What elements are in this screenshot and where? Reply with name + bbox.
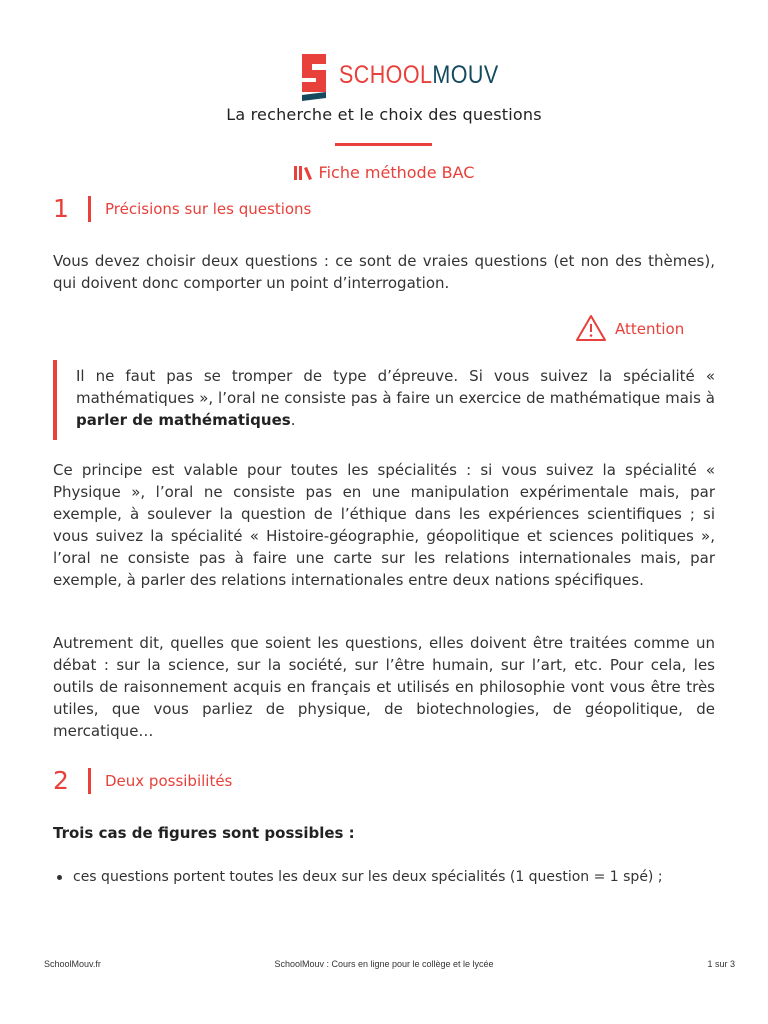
callout-text-before: Il ne faut pas se tromper de type d’épreuve. Si vous suivez la spécialité « mathématiques », l’oral ne consiste pas à faire un exercice de mathématique mais à — [76, 367, 715, 407]
callout-bar — [53, 360, 57, 440]
section-1-number: 1 — [53, 194, 69, 223]
list-item — [53, 866, 715, 888]
title-underline — [335, 143, 432, 146]
section-2-number: 2 — [53, 766, 69, 795]
schoolmouv-s-icon — [299, 52, 331, 104]
section-1-paragraph-3: Autrement dit, quelles que soient les questions, elles doivent être traitées comme un débat : sur la science, sur la société, sur l’être humain, sur l’art, etc. Pour cela, les outils de raisonnement acquis en français et utilisés en philosophie vont vous être très utiles, que vous parliez de physique, de biotechnologies, de géopolitique, de mercatique… — [53, 634, 715, 740]
footer-tagline: SchoolMouv : Cours en ligne pour le collège et le lycée — [274, 959, 494, 969]
section-2-bullet-list — [53, 866, 715, 888]
attention-label — [575, 314, 705, 342]
logo-mouv-text: MOUV — [432, 61, 499, 89]
section-2-divider — [88, 768, 91, 794]
footer-page-number: 1 sur 3 — [707, 959, 735, 969]
section-1-divider — [88, 196, 91, 222]
warning-triangle-icon — [575, 314, 607, 342]
bullet-dot — [57, 875, 62, 880]
list-item-text: ces questions portent toutes les deux sur les deux spécialités (1 question = 1 spé) ; — [73, 869, 663, 885]
callout-bold-text: parler de mathématiques — [76, 411, 291, 429]
method-label-text: Fiche méthode BAC — [318, 163, 475, 182]
attention-label-text: Attention — [615, 320, 685, 338]
callout-text-after: . — [290, 411, 296, 429]
footer-site: SchoolMouv.fr — [44, 959, 101, 969]
book-stack-icon — [294, 165, 313, 180]
section-1-title: Précisions sur les questions — [105, 200, 312, 218]
section-2-subheading: Trois cas de figures sont possibles : — [53, 824, 355, 842]
document-title: La recherche et le choix des questions — [226, 105, 542, 124]
schoolmouv-logo — [299, 52, 499, 104]
section-1-paragraph-1: Vous devez choisir deux questions : ce sont de vraies questions (et non des thèmes), qui doivent donc comporter un point d’interrogation. — [53, 252, 715, 292]
logo-school-text: SCHOOL — [339, 61, 433, 89]
attention-callout — [76, 365, 715, 431]
method-label — [0, 163, 768, 182]
section-1-paragraph-2: Ce principe est valable pour toutes les spécialités : si vous suivez la spécialité « Physique », l’oral ne consiste pas en une manipulation expérimentale mais, par exemple, à soulever la question de l’éthique dans les expériences scientifiques ; si vous suivez la spécialité « Histoire-géographie, géopolitique et sciences politiques », l’oral ne consiste pas à faire une carte sur les relations internationales mais, par exemple, à parler des relations internationales entre deux nations spécifiques. — [53, 461, 715, 589]
section-2-title: Deux possibilités — [105, 772, 233, 790]
